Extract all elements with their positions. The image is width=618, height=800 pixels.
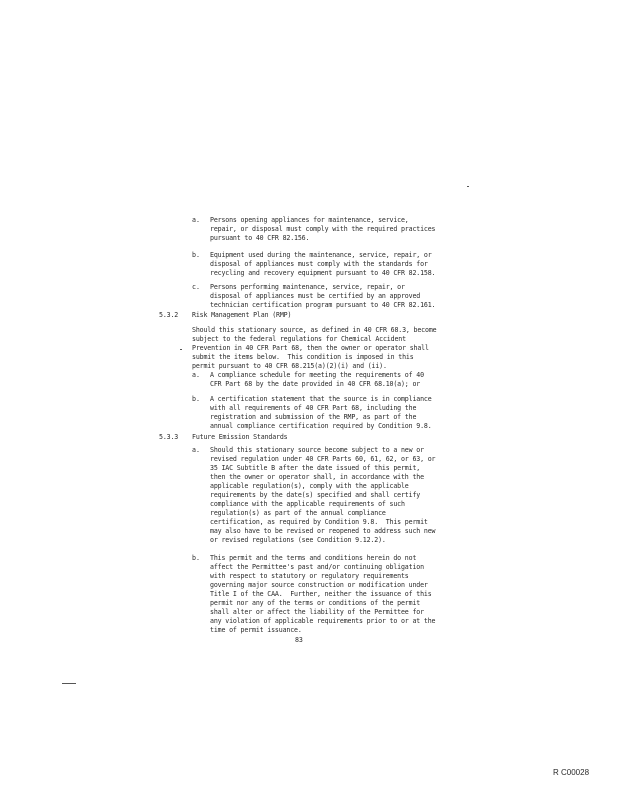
- item-text-line: A certification statement that the source is in compliance: [210, 395, 432, 403]
- scan-speck: [467, 186, 469, 187]
- item-text-line: CFR Part 68 by the date provided in 40 CFR 68.10(a); or: [210, 380, 421, 388]
- item-text-line: or revised regulations (see Condition 9.12.2).: [210, 536, 386, 544]
- item-text-line: revised regulation under 40 CFR Parts 60, 61, 62, or 63, or: [210, 455, 436, 463]
- item-text-line: may also have to be revised or reopened to address such new: [210, 527, 436, 535]
- item-text-line: Equipment used during the maintenance, service, repair, or: [210, 251, 432, 259]
- item-text-line: permit nor any of the terms or conditions of the permit: [210, 599, 421, 607]
- item-text-line: shall alter or affect the liability of the Permittee for: [210, 608, 424, 616]
- item-text-line: 35 IAC Subtitle B after the date issued of this permit,: [210, 464, 421, 472]
- item-text-line: affect the Permittee's past and/or continuing obligation: [210, 563, 424, 571]
- item-text-line: Persons performing maintenance, service, repair, or: [210, 283, 405, 291]
- item-text-line: compliance with the applicable requirements of such: [210, 500, 405, 508]
- item-letter: a.: [192, 216, 200, 224]
- item-text-line: time of permit issuance.: [210, 626, 302, 634]
- item-text-line: governing major source construction or modification under: [210, 581, 428, 589]
- paragraph-line: submit the items below. This condition is imposed in this: [192, 353, 414, 361]
- item-text-line: disposal of appliances must comply with the standards for: [210, 260, 428, 268]
- item-letter: a.: [192, 446, 200, 454]
- item-text-line: with respect to statutory or regulatory requirements: [210, 572, 409, 580]
- item-text-line: Should this stationary source become subject to a new or: [210, 446, 424, 454]
- item-text-line: regulation(s) as part of the annual compliance: [210, 509, 386, 517]
- paragraph-line: Should this stationary source, as defined in 40 CFR 68.3, become: [192, 326, 437, 334]
- item-text-line: A compliance schedule for meeting the requirements of 40: [210, 371, 424, 379]
- item-text-line: requirements by the date(s) specified and shall certify: [210, 491, 421, 499]
- item-text-line: technician certification program pursuant to 40 CFR 82.161.: [210, 301, 436, 309]
- page-number: 83: [295, 636, 303, 644]
- item-text-line: with all requirements of 40 CFR Part 68, including the: [210, 404, 417, 412]
- paragraph-line: subject to the federal regulations for Chemical Accident: [192, 335, 406, 343]
- item-text-line: disposal of appliances must be certified by an approved: [210, 292, 421, 300]
- section-number: 5.3.3: [159, 433, 179, 441]
- item-text-line: Persons opening appliances for maintenance, service,: [210, 216, 409, 224]
- item-text-line: certification, as required by Condition 9.8. This permit: [210, 518, 428, 526]
- item-letter: a.: [192, 371, 200, 379]
- scan-speck: [180, 349, 182, 350]
- section-heading: Risk Management Plan (RMP): [192, 311, 292, 319]
- section-number: 5.3.2: [159, 311, 179, 319]
- item-letter: c.: [192, 283, 200, 291]
- paragraph-line: permit pursuant to 40 CFR 68.215(a)(2)(i) and (ii).: [192, 362, 387, 370]
- item-text-line: then the owner or operator shall, in accordance with the: [210, 473, 424, 481]
- bates-number: R C00028: [553, 768, 590, 777]
- item-letter: b.: [192, 554, 200, 562]
- item-text-line: registration and submission of the RMP, as part of the: [210, 413, 417, 421]
- item-text-line: applicable regulation(s), comply with the applicable: [210, 482, 409, 490]
- paragraph-line: Prevention in 40 CFR Part 68, then the owner or operator shall: [192, 344, 429, 352]
- item-letter: b.: [192, 251, 200, 259]
- item-text-line: Title I of the CAA. Further, neither the issuance of this: [210, 590, 432, 598]
- item-text-line: any violation of applicable requirements prior to or at the: [210, 617, 436, 625]
- item-text-line: repair, or disposal must comply with the required practices: [210, 225, 436, 233]
- item-letter: b.: [192, 395, 200, 403]
- item-text-line: This permit and the terms and conditions herein do not: [210, 554, 417, 562]
- item-text-line: pursuant to 40 CFR 82.156.: [210, 234, 310, 242]
- section-heading: Future Emission Standards: [192, 433, 288, 441]
- item-text-line: recycling and recovery equipment pursuant to 40 CFR 82.158.: [210, 269, 436, 277]
- scan-speck: [62, 683, 76, 684]
- item-text-line: annual compliance certification required by Condition 9.8.: [210, 422, 432, 430]
